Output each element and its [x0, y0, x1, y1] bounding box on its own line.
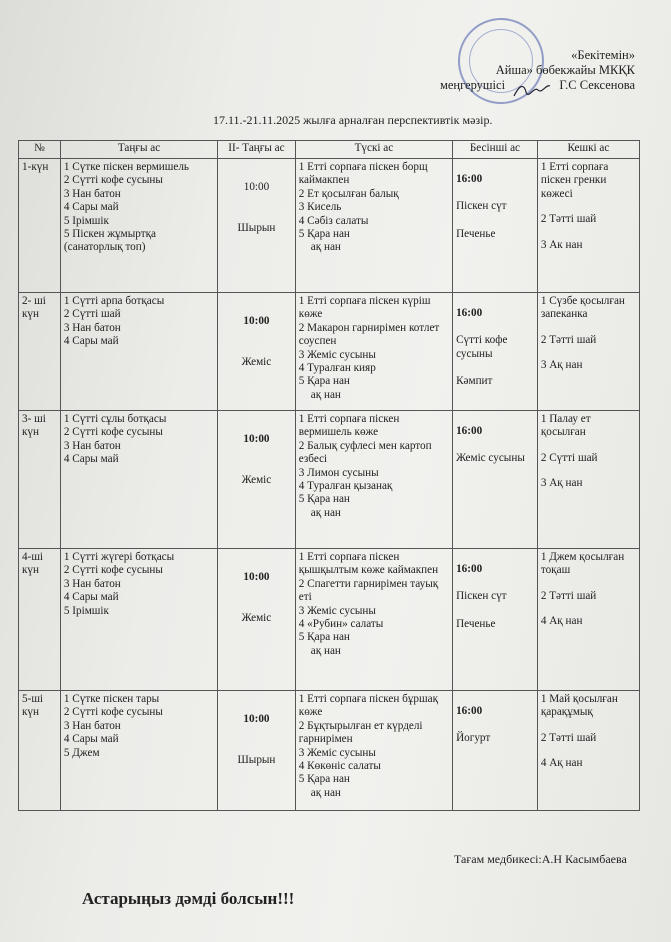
menu-item: ақ нан: [310, 786, 341, 799]
menu-item: 3 Нан батон: [63, 321, 121, 334]
menu-item: 2 Сүтті кофе сусыны: [63, 174, 163, 187]
menu-item: 3 Лимон сусыны: [298, 466, 379, 479]
header-second-breakfast: ІІ- Таңғы ас: [218, 141, 296, 159]
menu-item: Шырын: [237, 754, 276, 767]
menu-item: 2 Тәтті шай: [540, 213, 597, 226]
menu-item: 4 Сары май: [63, 591, 119, 604]
menu-item: 4 «Рубин» салаты: [298, 618, 384, 631]
breakfast-cell: [60, 293, 217, 411]
menu-item: ақ нан: [310, 388, 341, 401]
menu-item: 3 Нан батон: [63, 577, 121, 590]
menu-item: 1 Палау ет қосылған: [540, 413, 591, 439]
day-cell: 3- ші күн: [19, 411, 61, 549]
day-cell: 4-ші күн: [19, 549, 61, 691]
meal-time: 10:00: [243, 433, 270, 445]
menu-item: 1 Етті сорпаға піскен борщ каймакпен: [298, 161, 428, 187]
meal-time: 10:00: [243, 571, 270, 583]
dinner-cell: [537, 549, 639, 691]
snack-cell: [453, 293, 538, 411]
menu-item: Жеміс: [241, 474, 272, 487]
menu-item: 2 Сүтті кофе сусыны: [63, 706, 163, 719]
dinner-cell: [537, 293, 639, 411]
snack-cell: [453, 159, 538, 293]
lunch-cell: [295, 293, 452, 411]
menu-item: Піскен сүт: [456, 590, 507, 603]
approval-line-2: Айша» бөбекжайы МКҚК: [495, 63, 635, 77]
header-breakfast: Таңғы ас: [60, 141, 217, 159]
meal-time: 10:00: [243, 181, 270, 193]
menu-item: 1 Етті сорпаға піскен бұршақ көже: [298, 693, 439, 719]
menu-item: Печенье: [456, 617, 496, 630]
approval-block: [440, 48, 635, 93]
menu-item: Шырын: [237, 222, 276, 235]
menu-item: 1 Сүтті арпа ботқасы: [63, 295, 165, 307]
menu-item: 1 Май қосылған қарақұмық: [540, 693, 618, 719]
menu-item: 1 Сүзбе қосылған запеканка: [540, 295, 625, 321]
menu-item: 4 Сары май: [63, 201, 119, 214]
document-title: 17.11.-21.11.2025 жылға арналған перспективтік мәзір.: [213, 113, 493, 127]
menu-item: 4 Сары май: [63, 335, 119, 348]
menu-item: 2 Тәтті шай: [540, 333, 597, 346]
approval-line-1: «Бекітемін»: [571, 48, 635, 62]
menu-item: 4 Сәбіз салаты: [298, 214, 369, 227]
menu-item: 2 Тәтті шай: [540, 589, 597, 602]
closing-wish: Астарыңыз дәмді болсын!!!: [82, 889, 295, 908]
menu-item: Йогурт: [456, 732, 491, 745]
menu-item: 3 Нан батон: [63, 719, 121, 732]
menu-item: 2 Макарон гарнирімен котлет соуспен: [298, 321, 440, 348]
lunch-cell: [295, 159, 452, 293]
menu-item: 1 Етті сорпаға піскен күріш көже: [298, 295, 431, 321]
dinner-cell: [537, 691, 639, 811]
menu-item: 2 Сүтті кофе сусыны: [63, 564, 163, 577]
menu-item: 4 Туралған кияр: [298, 362, 376, 375]
menu-item: 1 Сүтті сұлы ботқасы: [63, 413, 167, 425]
meal-time: 10:00: [243, 315, 270, 327]
menu-item: 3 Жеміс сусыны: [298, 746, 376, 759]
menu-item: 3 Ақ нан: [540, 477, 583, 490]
menu-item: Жеміс сусыны: [456, 452, 525, 465]
menu-table: [18, 140, 640, 811]
menu-item: 4 Туралған қызанақ: [298, 480, 393, 493]
menu-item: 3 Жеміс сусыны: [298, 348, 376, 361]
menu-item: 2 Тәтті шай: [540, 731, 597, 744]
menu-item: 2 Сүтті шай: [63, 308, 121, 321]
menu-item: Жеміс: [241, 356, 272, 369]
menu-item: 5 Піскен жұмыртқа (санаторлық топ): [63, 228, 156, 254]
header-lunch: Түскі ас: [295, 141, 452, 159]
menu-item: 5 Қара нан: [298, 631, 350, 644]
menu-item: 2 Сүтті кофе сусыны: [63, 426, 163, 439]
menu-item: 5 Қара нан: [298, 375, 350, 388]
nurse-signature-line: Тағам медбикесі:А.Н Касымбаева: [454, 852, 627, 866]
breakfast-cell: [60, 549, 217, 691]
lunch-cell: [295, 691, 452, 811]
day-cell: 5-ші күн: [19, 691, 61, 811]
menu-item: 4 Ақ нан: [540, 757, 583, 770]
menu-item: Піскен сүт: [456, 200, 507, 213]
menu-item: 4 Ақ нан: [540, 615, 583, 628]
breakfast-cell: [60, 691, 217, 811]
approval-position: меңгерушісі: [439, 78, 506, 92]
table-row: [19, 549, 640, 691]
snack-cell: [453, 549, 538, 691]
menu-item: 2 Бұқтырылған ет күрделі гарнирімен: [298, 719, 423, 746]
menu-item: 2 Ет қосылған балық: [298, 187, 399, 200]
menu-item: 4 Көкөніс салаты: [298, 760, 381, 773]
menu-item: 5 Қара нан: [298, 773, 350, 786]
approval-line-3: [440, 78, 635, 93]
snack-cell: [453, 691, 538, 811]
meal-time: 16:00: [456, 307, 483, 319]
lunch-cell: [295, 549, 452, 691]
header-dinner: Кешкі ас: [537, 141, 639, 159]
menu-table-body: [19, 159, 640, 811]
menu-item: 5 Қара нан: [298, 228, 350, 241]
meal-time: 16:00: [456, 705, 483, 717]
table-row: [19, 159, 640, 293]
menu-item: 3 Жеміс сусыны: [298, 604, 376, 617]
menu-item: Жеміс: [241, 612, 272, 625]
dinner-cell: [537, 159, 639, 293]
second-breakfast-cell: [218, 159, 296, 293]
menu-item: 1 Сүтке піскен вермишель: [63, 161, 190, 173]
day-cell: 1-күн: [19, 159, 61, 293]
menu-item: ақ нан: [310, 506, 341, 519]
menu-item: 1 Етті сорпаға піскен вермишель көже: [298, 413, 400, 439]
header-number: №: [19, 141, 61, 159]
meal-time: 10:00: [243, 713, 270, 725]
menu-item: 5 Ірімшік: [63, 604, 109, 617]
menu-item: 3 Кисель: [298, 201, 342, 214]
lunch-cell: [295, 411, 452, 549]
breakfast-cell: [60, 159, 217, 293]
second-breakfast-cell: [218, 411, 296, 549]
day-cell: 2- ші күн: [19, 293, 61, 411]
approval-name: Г.С Сексенова: [559, 78, 635, 92]
menu-item: 2 Спагетти гарнирімен тауық еті: [298, 577, 439, 604]
table-row: [19, 411, 640, 549]
menu-item: 3 Нан батон: [63, 439, 121, 452]
menu-item: 4 Сары май: [63, 733, 119, 746]
menu-item: ақ нан: [310, 644, 341, 657]
menu-item: 1 Етті сорпаға піскен қышқылтым көже каймакпен: [298, 551, 439, 577]
menu-item: 3 Нан батон: [63, 187, 121, 200]
menu-item: 3 Ак нан: [540, 238, 583, 251]
table-header-row: [19, 141, 640, 159]
meal-time: 16:00: [456, 425, 483, 437]
table-row: [19, 293, 640, 411]
menu-item: Сүтті кофе сусыны: [456, 334, 508, 360]
menu-item: 1 Сүтті жүгері ботқасы: [63, 551, 175, 563]
menu-item: 4 Сары май: [63, 453, 119, 466]
menu-item: ақ нан: [310, 241, 341, 254]
menu-item: 5 Қара нан: [298, 493, 350, 506]
breakfast-cell: [60, 411, 217, 549]
menu-item: 2 Сүтті шай: [540, 451, 598, 464]
second-breakfast-cell: [218, 691, 296, 811]
menu-item: 1 Джем қосылған тоқаш: [540, 551, 625, 577]
meal-time: 16:00: [456, 563, 483, 575]
menu-item: 1 Етті сорпаға піскен гренки көжесі: [540, 161, 609, 200]
menu-item: 5 Джем: [63, 746, 100, 759]
table-row: [19, 691, 640, 811]
dinner-cell: [537, 411, 639, 549]
header-snack: Бесінші ас: [453, 141, 538, 159]
menu-item: 5 Ірімшік: [63, 214, 109, 227]
second-breakfast-cell: [218, 293, 296, 411]
meal-time: 16:00: [456, 173, 483, 185]
menu-item: Печенье: [456, 227, 496, 240]
menu-item: 3 Ақ нан: [540, 359, 583, 372]
menu-item: 2 Балық суфлесі мен картоп езбесі: [298, 439, 432, 466]
second-breakfast-cell: [218, 549, 296, 691]
menu-item: Кәмпит: [456, 375, 493, 388]
snack-cell: [453, 411, 538, 549]
menu-item: 1 Сүтке піскен тары: [63, 693, 160, 705]
